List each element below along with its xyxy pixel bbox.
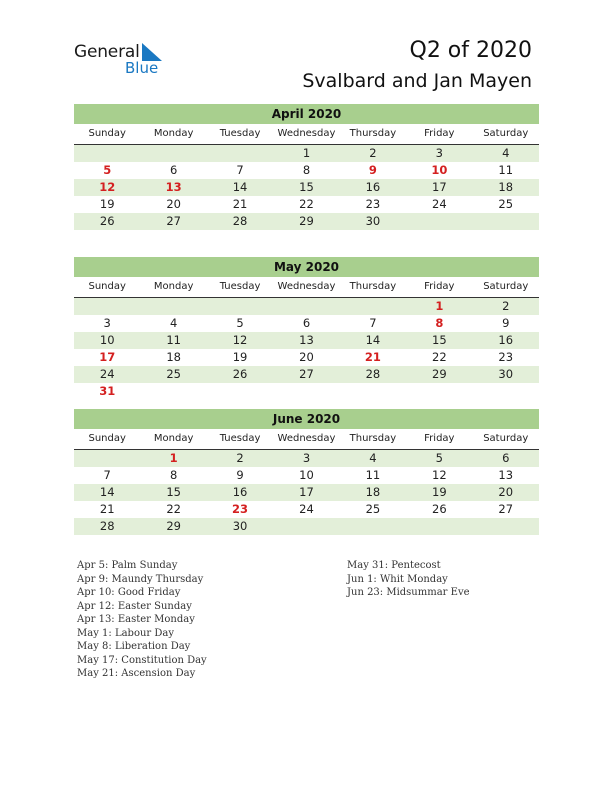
week-row	[74, 518, 539, 535]
day-cell: 22	[432, 350, 447, 364]
holiday-entry: Apr 13: Easter Monday	[77, 614, 195, 625]
day-cell: 1	[302, 146, 311, 160]
day-cell: 20	[166, 197, 181, 211]
day-cell: 7	[369, 316, 377, 330]
logo-general-text: General	[74, 42, 140, 62]
logo-blue-text: Blue	[125, 59, 159, 77]
day-cell: 23	[232, 502, 249, 516]
week-row	[74, 349, 539, 366]
day-cell: 3	[302, 451, 311, 465]
week-row	[74, 213, 539, 230]
day-cell: 11	[365, 468, 381, 482]
weekday-label: Saturday	[483, 281, 529, 292]
day-cell	[406, 213, 472, 230]
day-cell: 24	[432, 197, 447, 211]
holiday-entry: Jun 1: Whit Monday	[347, 573, 448, 585]
day-cell: 2	[369, 146, 377, 160]
weekday-label: Wednesday	[277, 128, 336, 139]
day-cell: 28	[232, 214, 248, 228]
day-cell: 1	[169, 451, 178, 465]
day-cell	[140, 145, 206, 162]
day-cell: 15	[432, 333, 447, 347]
weekday-label: Sunday	[88, 433, 126, 444]
day-cell: 23	[365, 197, 381, 211]
week-row	[74, 196, 539, 213]
day-cell: 12	[232, 333, 248, 347]
day-cell: 13	[498, 468, 514, 482]
day-cell: 15	[166, 485, 181, 499]
day-cell: 21	[99, 502, 115, 516]
day-cell: 24	[299, 502, 314, 516]
month-header: April 2020	[74, 104, 539, 124]
day-cell: 14	[99, 485, 115, 499]
day-cell: 9	[502, 316, 510, 330]
week-row	[74, 162, 539, 179]
weekday-label: Thursday	[349, 433, 397, 444]
holiday-entry: May 31: Pentecost	[347, 560, 441, 571]
weekday-label: Tuesday	[219, 128, 261, 139]
day-cell: 14	[232, 180, 248, 194]
weekday-header-row	[74, 277, 539, 298]
day-cell: 2	[236, 451, 244, 465]
day-cell: 18	[365, 485, 381, 499]
day-cell	[140, 298, 206, 315]
week-row	[74, 450, 539, 467]
day-cell	[74, 145, 140, 162]
weekday-label: Monday	[153, 128, 194, 139]
day-cell: 30	[232, 519, 248, 533]
week-row	[74, 484, 539, 501]
holiday-entry: May 21: Ascension Day	[77, 668, 196, 679]
day-cell	[406, 518, 472, 535]
month-header: June 2020	[74, 409, 539, 429]
day-cell: 19	[432, 485, 447, 499]
holiday-entry: May 1: Labour Day	[77, 627, 174, 639]
page-title: Q2 of 2020	[409, 38, 532, 63]
day-cell: 5	[236, 316, 244, 330]
weekday-header-row	[74, 429, 539, 450]
day-cell: 9	[236, 468, 244, 482]
day-cell: 13	[165, 180, 182, 194]
day-cell: 22	[166, 502, 181, 516]
day-cell: 29	[299, 214, 314, 228]
day-cell: 26	[432, 502, 447, 516]
day-cell: 1	[435, 299, 444, 313]
weekday-label: Sunday	[88, 128, 126, 139]
day-cell: 12	[99, 180, 116, 194]
weekday-label: Tuesday	[219, 433, 261, 444]
day-cell: 16	[232, 485, 248, 499]
day-cell: 27	[498, 502, 514, 516]
day-cell	[207, 383, 273, 400]
day-cell	[74, 450, 140, 467]
day-cell: 26	[99, 214, 115, 228]
day-cell: 5	[435, 451, 443, 465]
day-cell: 28	[99, 519, 115, 533]
day-cell: 10	[431, 163, 448, 177]
day-cell: 24	[99, 367, 115, 381]
holiday-entry: May 17: Constitution Day	[77, 654, 207, 666]
day-cell: 25	[498, 197, 514, 211]
month-header: May 2020	[74, 257, 539, 277]
day-cell: 17	[99, 350, 116, 364]
week-row	[74, 332, 539, 349]
weekday-label: Thursday	[349, 281, 397, 292]
day-cell: 21	[364, 350, 381, 364]
day-cell	[207, 145, 273, 162]
week-row	[74, 298, 539, 315]
day-cell	[273, 383, 339, 400]
day-cell: 19	[232, 350, 248, 364]
day-cell: 26	[232, 367, 248, 381]
day-cell: 8	[302, 163, 311, 177]
day-cell: 6	[169, 163, 178, 177]
day-cell: 22	[299, 197, 314, 211]
day-cell: 20	[498, 485, 514, 499]
weekday-label: Wednesday	[277, 433, 336, 444]
day-cell: 21	[232, 197, 248, 211]
day-cell: 3	[103, 316, 111, 330]
weekday-label: Friday	[424, 128, 455, 139]
day-cell: 6	[302, 316, 311, 330]
weekday-label: Friday	[424, 433, 455, 444]
day-cell: 8	[435, 316, 444, 330]
day-cell: 5	[103, 163, 112, 177]
day-cell: 13	[299, 333, 314, 347]
weekday-label: Saturday	[483, 128, 529, 139]
day-cell: 16	[365, 180, 381, 194]
holiday-entry: Apr 10: Good Friday	[77, 587, 181, 598]
day-cell: 7	[236, 163, 244, 177]
holiday-entry: Apr 9: Maundy Thursday	[77, 573, 204, 585]
day-cell: 27	[166, 214, 181, 228]
weekday-label: Saturday	[483, 433, 529, 444]
holiday-entry: Apr 5: Palm Sunday	[77, 560, 178, 571]
day-cell: 18	[166, 350, 181, 364]
day-cell: 30	[498, 367, 514, 381]
day-cell: 25	[166, 367, 181, 381]
day-cell: 20	[299, 350, 314, 364]
day-cell: 30	[365, 214, 381, 228]
holiday-entry: Apr 12: Easter Sunday	[77, 600, 192, 612]
day-cell: 27	[299, 367, 314, 381]
weekday-label: Monday	[153, 281, 194, 292]
day-cell: 2	[502, 299, 510, 313]
day-cell: 12	[432, 468, 447, 482]
day-cell: 28	[365, 367, 381, 381]
day-cell: 4	[169, 316, 178, 330]
holiday-list-left	[77, 559, 207, 681]
day-cell	[273, 518, 339, 535]
day-cell	[473, 213, 539, 230]
week-row	[74, 467, 539, 484]
page-subtitle: Svalbard and Jan Mayen	[302, 70, 532, 92]
day-cell: 4	[369, 451, 377, 465]
day-cell: 29	[166, 519, 181, 533]
week-row	[74, 501, 539, 518]
day-cell	[74, 298, 140, 315]
day-cell: 11	[498, 163, 514, 177]
day-cell	[340, 298, 406, 315]
day-cell: 31	[99, 384, 116, 398]
weekday-label: Monday	[153, 433, 194, 444]
weekday-header-row	[74, 124, 539, 145]
day-cell: 9	[368, 163, 377, 177]
month-april	[74, 104, 539, 230]
holiday-entry: Jun 23: Midsummar Eve	[347, 587, 470, 598]
week-row	[74, 179, 539, 196]
holiday-entry: May 8: Liberation Day	[77, 641, 191, 652]
week-row	[74, 315, 539, 332]
day-cell: 29	[432, 367, 447, 381]
day-cell	[207, 298, 273, 315]
day-cell	[473, 383, 539, 400]
weekday-label: Tuesday	[219, 281, 261, 292]
day-cell	[340, 383, 406, 400]
weekday-label: Sunday	[88, 281, 126, 292]
week-row	[74, 366, 539, 383]
day-cell: 16	[498, 333, 514, 347]
day-cell: 17	[299, 485, 314, 499]
month-may	[74, 257, 539, 400]
day-cell	[340, 518, 406, 535]
day-cell: 7	[103, 468, 111, 482]
week-row	[74, 383, 539, 400]
day-cell: 18	[498, 180, 514, 194]
day-cell: 8	[169, 468, 178, 482]
day-cell: 23	[498, 350, 514, 364]
day-cell: 14	[365, 333, 381, 347]
day-cell: 10	[99, 333, 115, 347]
holiday-list-right	[347, 559, 470, 600]
day-cell: 3	[435, 146, 443, 160]
day-cell	[273, 298, 339, 315]
day-cell	[406, 383, 472, 400]
day-cell	[473, 518, 539, 535]
day-cell: 10	[299, 468, 314, 482]
day-cell: 15	[299, 180, 314, 194]
month-june	[74, 409, 539, 535]
logo	[74, 42, 184, 78]
weekday-label: Wednesday	[277, 281, 336, 292]
day-cell: 17	[432, 180, 447, 194]
day-cell	[140, 383, 206, 400]
day-cell: 25	[365, 502, 381, 516]
day-cell: 4	[502, 146, 510, 160]
weekday-label: Friday	[424, 281, 455, 292]
weekday-label: Thursday	[349, 128, 397, 139]
day-cell: 19	[99, 197, 115, 211]
week-row	[74, 145, 539, 162]
day-cell: 6	[502, 451, 510, 465]
day-cell: 11	[166, 333, 181, 347]
